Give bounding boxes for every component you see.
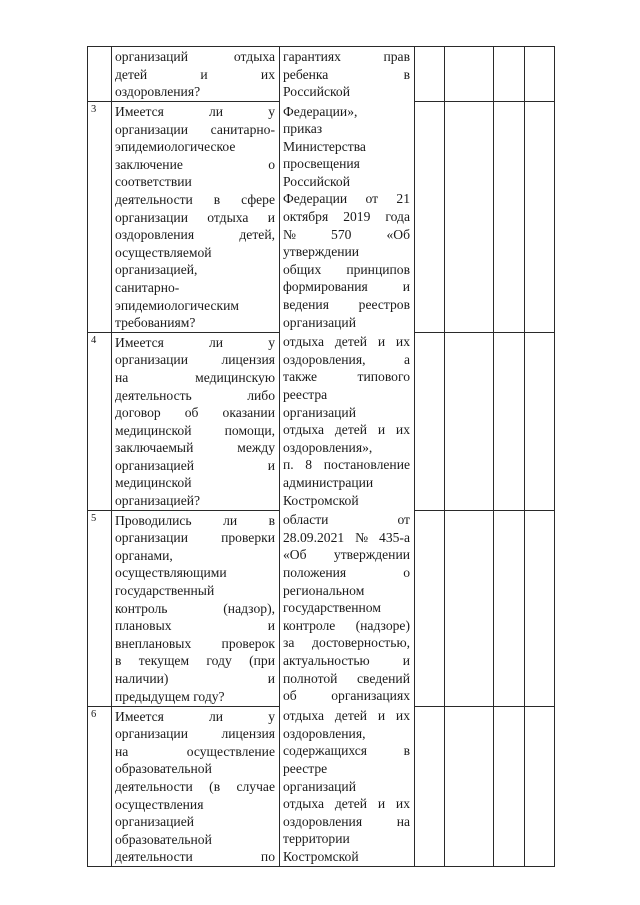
word: договор <box>115 405 161 421</box>
text-line <box>115 652 275 670</box>
text-line <box>115 743 275 761</box>
word: санитарно- <box>210 121 275 137</box>
word: медицинскую <box>195 369 275 385</box>
answer-cell[interactable] <box>525 706 555 866</box>
text-line <box>115 600 275 618</box>
word: полнотой <box>283 670 338 686</box>
word: проверки <box>221 530 275 546</box>
legal-basis-cell <box>280 510 415 706</box>
word: детей <box>334 796 368 812</box>
word: о <box>268 156 275 172</box>
text-line <box>115 387 275 405</box>
word: и <box>377 334 386 350</box>
word: помощи, <box>224 422 275 438</box>
word: в <box>403 743 410 759</box>
text-line: организаций <box>283 778 356 794</box>
word: и <box>267 671 275 686</box>
text-line <box>115 457 275 475</box>
text-line: территории <box>283 831 350 847</box>
word: (надзоре) <box>355 617 410 633</box>
word: детей <box>334 334 368 350</box>
text-line: оздоровления? <box>115 84 201 100</box>
word: и <box>267 209 275 225</box>
text-line <box>283 795 410 813</box>
word: и <box>267 618 275 634</box>
word: в <box>403 66 410 82</box>
word: деятельности <box>115 779 193 795</box>
answer-cell[interactable] <box>415 47 445 102</box>
text-line <box>115 725 275 743</box>
word: отдыха <box>283 796 325 812</box>
row-number: 5 <box>88 510 112 706</box>
text-line <box>283 813 410 831</box>
word: их <box>260 66 275 82</box>
word: ли <box>209 334 224 350</box>
text-line: предыдущем году? <box>115 688 225 704</box>
answer-cell[interactable] <box>494 47 525 102</box>
question-cell <box>112 102 280 333</box>
answer-cell[interactable] <box>525 332 555 510</box>
word: случае <box>236 779 275 795</box>
word: оздоровления, <box>283 351 366 367</box>
word: плановых <box>115 618 172 634</box>
word: реестров <box>358 297 410 313</box>
word: 21 <box>396 191 410 207</box>
word: отдыха <box>283 422 325 438</box>
text-line <box>115 334 275 352</box>
table-row <box>88 510 555 706</box>
text-line <box>283 456 410 474</box>
word: организации <box>115 530 188 546</box>
text-line <box>283 351 410 369</box>
word: оказании <box>222 405 275 421</box>
word: сведений <box>356 670 410 686</box>
text-line: региональном <box>283 582 365 598</box>
word: положения <box>283 564 347 580</box>
text-line <box>283 368 410 386</box>
word: также <box>283 369 317 385</box>
answer-cell[interactable] <box>445 102 494 333</box>
word: внеплановых <box>115 635 192 651</box>
word: (при <box>249 653 275 669</box>
word: принципов <box>346 261 410 277</box>
text-line <box>283 48 410 66</box>
text-line: организацией, <box>115 262 198 278</box>
question-cell <box>112 510 280 706</box>
text-line: оздоровления, <box>283 725 366 741</box>
text-line: реестре <box>283 760 328 776</box>
word: организации <box>115 209 188 225</box>
text-line <box>115 848 275 866</box>
word: от <box>365 191 379 207</box>
word: лицензия <box>221 352 275 368</box>
word: заключение <box>115 156 183 172</box>
text-line: утверждении <box>283 244 360 260</box>
text-line <box>283 261 410 279</box>
word: за <box>283 635 295 651</box>
word: общих <box>283 261 322 277</box>
word: (в <box>209 779 221 795</box>
word: медицинской <box>115 422 192 438</box>
text-line: санитарно- <box>115 279 180 295</box>
word: Имеется <box>115 708 164 724</box>
text-line <box>115 529 275 547</box>
table-row <box>88 332 555 510</box>
word: в <box>268 512 275 528</box>
text-line <box>115 404 275 422</box>
word: об <box>283 688 297 704</box>
word: в <box>115 653 122 669</box>
word: по <box>260 849 275 865</box>
word: «Об <box>386 226 410 242</box>
word: у <box>268 104 275 119</box>
text-line: государственный <box>115 583 215 599</box>
word: октября <box>283 209 329 225</box>
text-line <box>283 634 410 652</box>
answer-cell[interactable] <box>445 332 494 510</box>
word: организации <box>115 726 188 742</box>
word: ребенка <box>283 66 329 82</box>
word: и <box>402 652 410 668</box>
word: их <box>395 334 410 350</box>
text-line <box>115 66 275 84</box>
text-line: Костромской <box>283 848 359 864</box>
answer-cell[interactable] <box>445 47 494 102</box>
word: наличии) <box>115 671 169 686</box>
word: их <box>395 708 410 724</box>
word: на <box>115 369 129 385</box>
word: детей <box>334 708 368 724</box>
text-line <box>115 369 275 387</box>
word: актуальностью <box>283 652 370 668</box>
word: и <box>200 66 208 82</box>
row-number: 3 <box>88 102 112 333</box>
text-line <box>115 156 275 174</box>
text-line <box>283 278 410 296</box>
text-line: эпидемиологическим <box>115 297 239 313</box>
text-line <box>283 421 410 439</box>
legal-basis-cell <box>280 102 415 333</box>
text-line: Костромской <box>283 492 359 508</box>
answer-cell[interactable] <box>415 510 445 706</box>
text-line: Министерства <box>283 138 366 154</box>
word: гарантиях <box>283 49 341 64</box>
word: и <box>267 457 275 473</box>
text-line: Российской <box>283 173 350 189</box>
word: оздоровления <box>283 813 363 829</box>
text-line <box>283 296 410 314</box>
text-line: приказ <box>283 121 323 137</box>
word: детей <box>334 422 368 438</box>
text-line <box>283 529 410 547</box>
word: и <box>377 422 386 438</box>
word: ведения <box>283 297 329 313</box>
word: году <box>206 653 232 669</box>
word: прав <box>383 49 410 64</box>
word: утверждении <box>333 547 410 563</box>
text-line: организаций <box>283 314 356 330</box>
text-line: соответствии <box>115 174 192 190</box>
text-line: Российской <box>283 84 350 100</box>
legal-basis-cell <box>280 706 415 866</box>
text-line <box>115 121 275 139</box>
answer-cell[interactable] <box>445 510 494 706</box>
text-line <box>283 226 410 244</box>
word: Федерации <box>283 191 348 207</box>
question-cell <box>112 332 280 510</box>
question-cell <box>112 706 280 866</box>
text-line: оздоровления», <box>283 439 373 455</box>
word: 570 <box>331 226 352 242</box>
word: в <box>213 191 221 207</box>
word: 2019 <box>343 209 371 225</box>
word: области <box>283 512 329 528</box>
text-line <box>283 333 410 351</box>
text-line <box>115 209 275 227</box>
text-line: образовательной <box>115 831 212 847</box>
word: «Об <box>283 547 307 563</box>
text-line <box>115 617 275 635</box>
answer-cell[interactable] <box>445 706 494 866</box>
word: № <box>355 529 369 545</box>
text-line <box>283 617 410 635</box>
word: организациях <box>331 688 410 704</box>
text-line <box>115 512 275 530</box>
answer-cell[interactable] <box>494 332 525 510</box>
word: контроле <box>283 617 336 633</box>
table-row <box>88 102 555 333</box>
word: контроль <box>115 600 168 616</box>
answer-cell[interactable] <box>494 510 525 706</box>
word: лицензия <box>221 726 275 742</box>
text-line: эпидемиологическое <box>115 139 236 155</box>
word: детей <box>115 66 148 82</box>
word: у <box>268 708 275 724</box>
row-number <box>88 47 112 102</box>
answer-cell[interactable] <box>494 706 525 866</box>
word: между <box>237 440 275 456</box>
word: деятельности <box>115 849 193 865</box>
text-line <box>283 208 410 226</box>
word: отдыха <box>283 708 325 724</box>
word: формирования <box>283 279 368 295</box>
text-line <box>283 670 410 688</box>
answer-cell[interactable] <box>525 510 555 706</box>
word: ли <box>223 512 238 528</box>
text-line: осуществления <box>115 796 204 812</box>
word: № <box>283 226 296 242</box>
row-number: 4 <box>88 332 112 510</box>
text-line: органами, <box>115 547 173 563</box>
text-line: организацией <box>115 814 195 830</box>
text-line: администрации <box>283 474 374 490</box>
text-line <box>283 511 410 529</box>
word: заключаемый <box>115 440 194 456</box>
text-line <box>115 191 275 209</box>
text-line <box>283 564 410 582</box>
word: ли <box>209 708 224 724</box>
text-line <box>283 66 410 84</box>
text-line: государственном <box>283 600 381 616</box>
text-line: осуществляющими <box>115 565 227 581</box>
text-line <box>115 708 275 726</box>
text-line <box>115 422 275 440</box>
text-line <box>115 48 275 66</box>
word: постановление <box>323 457 410 473</box>
word: организаций <box>115 49 188 64</box>
word: организации <box>115 121 188 137</box>
text-line: организаций <box>283 404 356 420</box>
word: на <box>396 813 410 829</box>
word: (надзор), <box>223 600 275 616</box>
text-line <box>283 652 410 670</box>
word: деятельности <box>115 191 193 207</box>
text-line: Федерации», <box>283 103 358 119</box>
text-line <box>283 190 410 208</box>
word: года <box>385 209 410 225</box>
table-row <box>88 47 555 102</box>
answer-cell[interactable] <box>415 102 445 333</box>
word: а <box>403 351 410 367</box>
word: либо <box>247 387 275 403</box>
word: типового <box>357 369 410 385</box>
word: их <box>395 422 410 438</box>
text-line <box>115 635 275 653</box>
word: сфере <box>241 191 275 207</box>
word: их <box>395 796 410 812</box>
word: текущем <box>138 653 190 669</box>
answer-cell[interactable] <box>525 102 555 333</box>
legal-basis-cell <box>280 47 415 102</box>
word: достоверностью, <box>312 635 410 651</box>
answer-cell[interactable] <box>415 332 445 510</box>
word: содержащихся <box>283 743 368 759</box>
answer-cell[interactable] <box>494 102 525 333</box>
word: у <box>268 334 275 350</box>
word: проверок <box>221 635 275 651</box>
legal-basis-cell <box>280 332 415 510</box>
text-line <box>115 103 275 121</box>
word: от <box>397 512 410 528</box>
word: детей, <box>239 227 275 243</box>
text-line: осуществляемой <box>115 244 212 260</box>
text-line: просвещения <box>283 156 360 172</box>
text-line <box>115 226 275 244</box>
word: отдыха <box>233 49 275 64</box>
text-line <box>115 778 275 796</box>
text-line: образовательной <box>115 761 212 777</box>
word: Имеется <box>115 334 164 350</box>
table-row <box>88 706 555 866</box>
answer-cell[interactable] <box>525 47 555 102</box>
text-line <box>283 707 410 725</box>
checklist-table <box>87 46 555 867</box>
word: 435-а <box>379 529 410 545</box>
word: отдыха <box>283 334 325 350</box>
text-line <box>115 439 275 457</box>
word: об <box>184 405 199 421</box>
word: оздоровления <box>115 227 195 243</box>
text-line: реестра <box>283 387 328 402</box>
question-cell <box>112 47 280 102</box>
word: 8 <box>305 457 313 473</box>
text-line <box>283 687 410 705</box>
word: организацией <box>115 457 195 473</box>
word: и <box>377 708 386 724</box>
text-line <box>115 351 275 369</box>
text-line <box>115 670 275 688</box>
word: Имеется <box>115 104 164 119</box>
word: 28.09.2021 <box>283 529 345 545</box>
word: п. <box>283 457 294 473</box>
word: отдыха <box>207 209 249 225</box>
word: организации <box>115 352 188 368</box>
answer-cell[interactable] <box>415 706 445 866</box>
word: на <box>115 743 129 759</box>
word: Проводились <box>115 512 192 528</box>
text-line: медицинской <box>115 475 192 491</box>
word: о <box>403 564 410 580</box>
word: деятельность <box>115 387 192 403</box>
text-line: требованиям? <box>115 315 196 331</box>
word: ли <box>209 104 224 119</box>
text-line <box>283 546 410 564</box>
row-number: 6 <box>88 706 112 866</box>
word: и <box>377 796 386 812</box>
text-line <box>283 742 410 760</box>
word: и <box>402 279 410 295</box>
text-line: организацией? <box>115 493 201 509</box>
word: осуществление <box>186 743 275 759</box>
